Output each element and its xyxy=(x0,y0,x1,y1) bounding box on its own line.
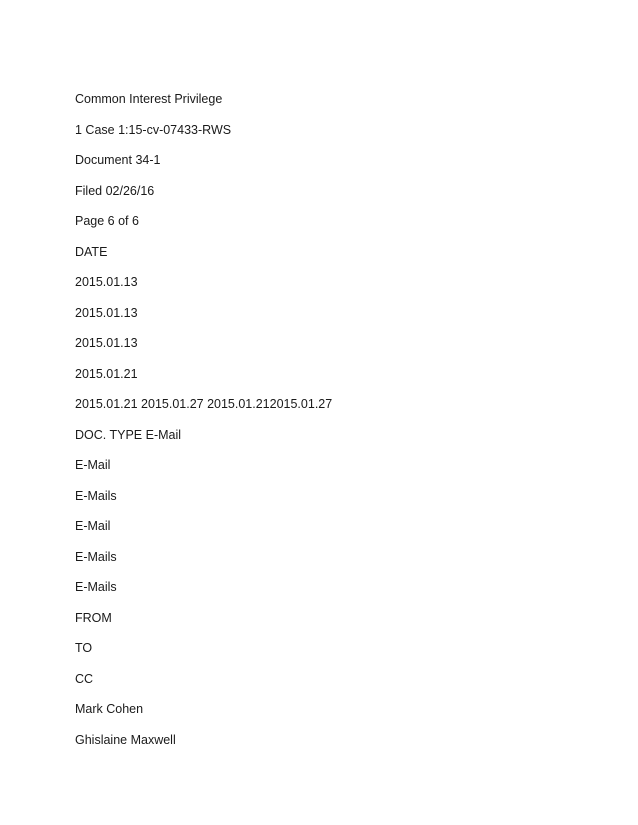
doc-type-entry: E-Mails xyxy=(75,549,117,564)
case-number: 1 Case 1:15-cv-07433-RWS xyxy=(75,122,232,137)
doc-type-header: DOC. TYPE E-Mail xyxy=(75,427,182,442)
doc-type-entry: E-Mail xyxy=(75,458,111,472)
date-entry: 2015.01.13 xyxy=(75,305,138,320)
doc-type-entry: E-Mail xyxy=(75,519,111,533)
doc-type-entry: E-Mails xyxy=(75,580,117,594)
person-name: Ghislaine Maxwell xyxy=(75,732,176,747)
document-number: Document 34-1 xyxy=(75,153,161,167)
to-column-header: TO xyxy=(75,641,93,655)
person-name: Mark Cohen xyxy=(75,702,144,716)
date-entry: 2015.01.13 xyxy=(75,275,138,289)
from-column-header: FROM xyxy=(75,610,112,625)
page-number: Page 6 of 6 xyxy=(75,214,139,228)
date-column-header: DATE xyxy=(75,244,108,259)
filed-date: Filed 02/26/16 xyxy=(75,183,155,198)
privilege-heading: Common Interest Privilege xyxy=(75,92,223,106)
document-text-lines xyxy=(75,89,332,760)
cc-column-header: CC xyxy=(75,671,94,686)
date-entry: 2015.01.13 xyxy=(75,336,138,350)
date-entry: 2015.01.21 xyxy=(75,366,138,381)
doc-type-entry: E-Mails xyxy=(75,488,117,503)
date-entry-combined: 2015.01.21 2015.01.27 2015.01.212015.01.27 xyxy=(75,397,333,411)
